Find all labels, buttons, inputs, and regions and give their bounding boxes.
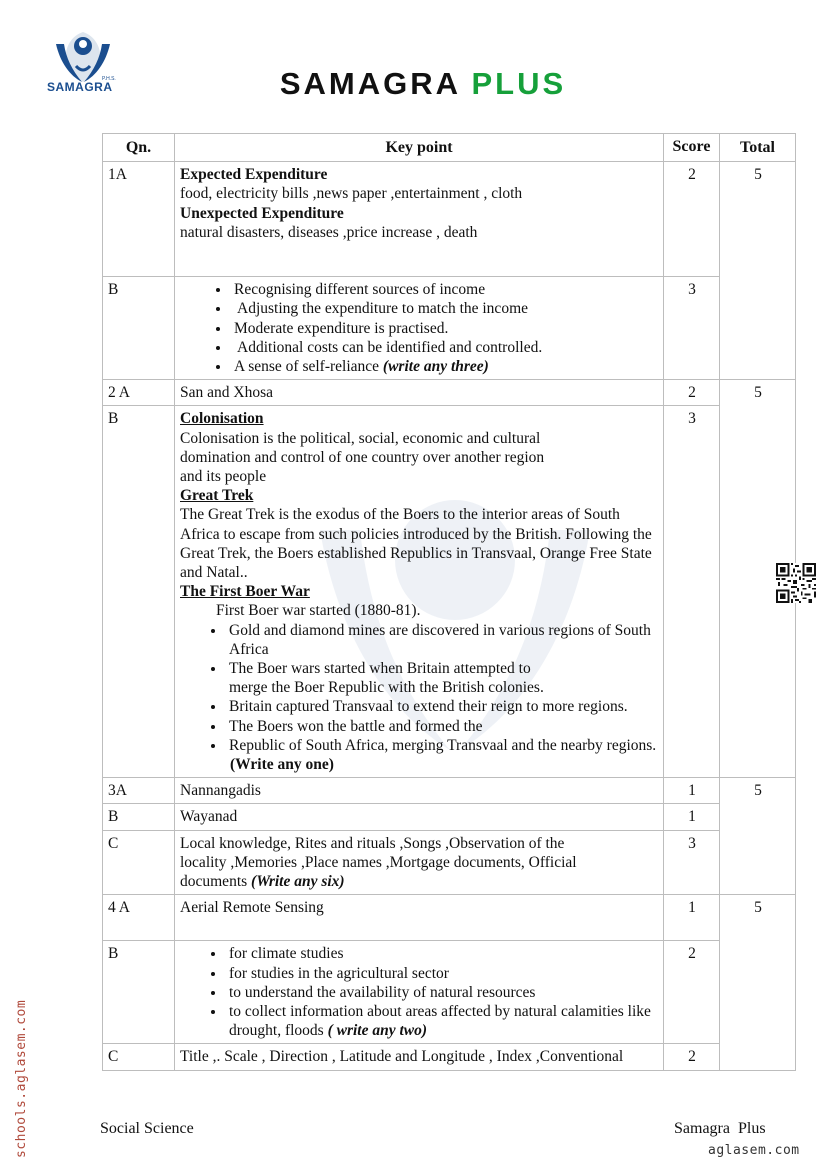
key-point-cell (175, 162, 664, 277)
instruction-note: ( write any two) (327, 1022, 428, 1040)
list-item (231, 357, 659, 376)
page-title (0, 66, 827, 102)
key-text: domination and control of one country over another region (180, 448, 545, 466)
list-item: • Britain captured Transvaal to extend their reign to more regions. (226, 697, 659, 716)
list-item: • for climate studies (226, 944, 659, 963)
key-point-cell: Wayanad (175, 804, 664, 830)
table-row (103, 778, 796, 804)
key-heading: Expected Expenditure (180, 166, 328, 184)
key-point-cell (175, 941, 664, 1044)
title-part-1: SAMAGRA (279, 66, 460, 101)
side-watermark-text: schools.aglasem.com (14, 999, 29, 1158)
table-row (103, 941, 796, 1044)
score-cell: 3 (664, 277, 720, 380)
instruction-note: (Write any one) (230, 756, 334, 774)
key-point-cell: Title ,. Scale , Direction , Latitude and Longitude , Index ,Conventional (175, 1044, 664, 1070)
key-heading: The First Boer War (180, 583, 310, 601)
score-cell: 2 (664, 941, 720, 1044)
qn-cell: C (103, 1044, 175, 1070)
footer-subject: Social Science (100, 1120, 194, 1137)
total-cell: 5 (720, 778, 796, 895)
answer-key-table (102, 133, 796, 1071)
header-total: Total (720, 134, 796, 162)
score-cell: 2 (664, 380, 720, 406)
table-row (103, 162, 796, 277)
key-point-cell: Nannangadis (175, 778, 664, 804)
qn-cell: 2 A (103, 380, 175, 406)
table-row (103, 277, 796, 380)
key-text: locality ,Memories ,Place names ,Mortgage documents, Official (180, 853, 577, 871)
list-item: • to understand the availability of natural resources (226, 983, 659, 1002)
key-text: The Great Trek is the exodus of the Boers to the interior areas of South Africa to escape from such policies introduced by the British. Following the Great Trek, the Boers established Republics in Transvaal, Orange Free State and Natal.. (180, 506, 652, 582)
qn-cell: 4 A (103, 895, 175, 941)
total-cell: 5 (720, 380, 796, 778)
header-qn: Qn. (103, 134, 175, 162)
logo-small-text: P.H.S. (102, 76, 116, 82)
score-cell: 2 (664, 162, 720, 277)
list-item: • Recognising different sources of income (231, 280, 659, 299)
score-cell: 2 (664, 1044, 720, 1070)
key-text: Local knowledge, Rites and rituals ,Songs ,Observation of the (180, 834, 565, 852)
instruction-note: (Write any six) (251, 873, 345, 891)
key-text: natural disasters, diseases ,price increase , death (180, 223, 478, 241)
score-cell: 1 (664, 778, 720, 804)
list-item: • Adjusting the expenditure to match the income (231, 299, 659, 318)
list-item: • Republic of South Africa, merging Transvaal and the nearby regions. (226, 736, 659, 755)
key-point-cell: San and Xhosa (175, 380, 664, 406)
key-point-cell (175, 277, 664, 380)
list-item-text: A sense of self-reliance (234, 358, 383, 376)
bullet-list (180, 944, 659, 1040)
score-cell: 3 (664, 830, 720, 895)
key-text: First Boer war started (1880-81). (216, 602, 421, 620)
table-row (103, 1044, 796, 1070)
qn-cell: B (103, 804, 175, 830)
table-row (103, 895, 796, 941)
list-item-text: to collect information about areas affected by natural calamities like drought, floods (229, 1002, 651, 1040)
key-text (180, 872, 659, 891)
key-point-cell (175, 406, 664, 778)
list-item (226, 659, 659, 697)
header-score: Score (664, 134, 720, 162)
qn-cell: B (103, 277, 175, 380)
table-header-row (103, 134, 796, 162)
list-item: • for studies in the agricultural sector (226, 964, 659, 983)
key-heading: Great Trek (180, 487, 254, 505)
qn-cell: 3A (103, 778, 175, 804)
table-row (103, 830, 796, 895)
qn-cell: B (103, 406, 175, 778)
key-point-cell (175, 830, 664, 895)
qr-code-icon (776, 563, 816, 603)
instruction-note: (write any three) (382, 358, 489, 376)
key-heading: Unexpected Expenditure (180, 204, 344, 222)
bullet-list (180, 621, 659, 755)
score-cell: 1 (664, 895, 720, 941)
score-cell: 3 (664, 406, 720, 778)
key-text: and its people (180, 468, 267, 486)
bottom-watermark-text: aglasem.com (708, 1143, 800, 1158)
table-row (103, 406, 796, 778)
key-text: food, electricity bills ,news paper ,entertainment , cloth (180, 185, 523, 203)
bullet-list (180, 280, 659, 376)
list-item-text: The Boer wars started when Britain attempted to (229, 660, 531, 678)
footer-brand: Samagra Plus (674, 1120, 766, 1137)
key-text-part: documents (180, 873, 252, 891)
score-cell: 1 (664, 804, 720, 830)
key-heading: Colonisation (180, 410, 264, 428)
total-cell: 5 (720, 162, 796, 380)
key-point-cell: Aerial Remote Sensing (175, 895, 664, 941)
list-item: • Gold and diamond mines are discovered in various regions of South Africa (226, 621, 659, 659)
qn-cell: 1A (103, 162, 175, 277)
title-part-2: PLUS (471, 66, 567, 101)
qn-cell: B (103, 941, 175, 1044)
logo-text: SAMAGRA (47, 80, 113, 94)
header-key-point: Key point (175, 134, 664, 162)
key-text: Colonisation is the political, social, economic and cultural (180, 429, 541, 447)
total-cell: 5 (720, 895, 796, 1070)
table-row (103, 804, 796, 830)
table-row (103, 380, 796, 406)
list-item: • Additional costs can be identified and controlled. (231, 338, 659, 357)
list-item: • Moderate expenditure is practised. (231, 319, 659, 338)
list-item (226, 1002, 659, 1040)
list-item-text: merge the Boer Republic with the British colonies. (229, 679, 544, 697)
list-item: • The Boers won the battle and formed the (226, 717, 659, 736)
qn-cell: C (103, 830, 175, 895)
